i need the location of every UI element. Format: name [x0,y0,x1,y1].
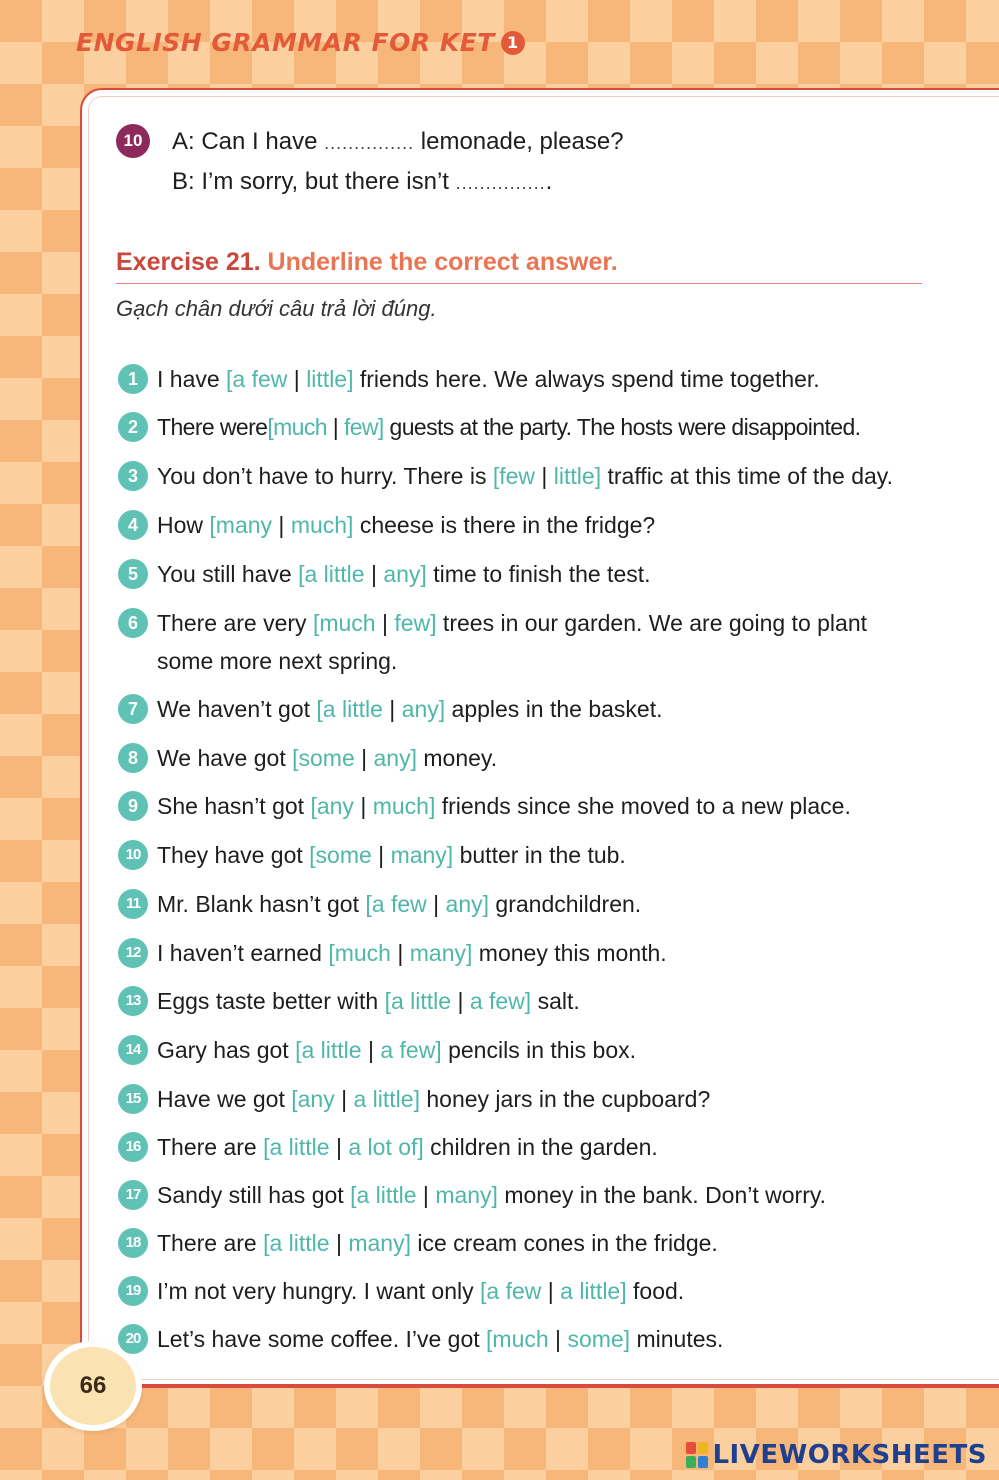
option-first[interactable]: [a little [384,988,452,1014]
question-prefix: Sandy still has got [157,1182,351,1208]
question-prefix: We haven’t got [157,696,317,722]
question-text [157,836,626,874]
question-suffix: food. [626,1278,685,1304]
option-first[interactable]: [a little [316,696,383,722]
option-separator: | [364,561,384,587]
question-prefix: You still have [157,561,299,587]
option-separator: | [541,1278,561,1304]
question-number-badge: 2 [118,412,148,442]
option-separator: | [287,366,307,392]
question-suffix: trees in our garden. We are going to plant [436,610,867,636]
question-prefix: I haven’t earned [157,940,329,966]
question-prefix: There were [157,414,268,440]
question-text [157,1272,684,1310]
previous-item-number: 10 [116,124,150,158]
option-first[interactable]: [a little [263,1230,330,1256]
question-suffix: traffic at this time of the day. [601,463,893,489]
option-first[interactable]: [many [209,512,273,538]
option-first[interactable]: [a few [365,891,427,917]
question-suffix: friends here. We always spend time together. [353,366,820,392]
question-text [157,739,497,777]
question-suffix: honey jars in the cupboard? [419,1086,711,1112]
line-b-text: B: I’m sorry, but there isn’t [172,168,449,195]
question-number-badge: 15 [118,1084,148,1114]
question-prefix: I’m not very hungry. I want only [157,1278,480,1304]
option-separator: | [329,1230,349,1256]
option-first[interactable]: [much [486,1326,549,1352]
line-a-text: A: Can I have [172,128,318,155]
option-separator: | [361,1037,381,1063]
option-first[interactable]: [some [309,842,372,868]
question-suffix: grandchildren. [489,891,642,917]
volume-badge: 1 [501,31,525,55]
option-second[interactable]: any] [445,891,490,917]
exercise-subtitle: Gạch chân dưới câu trả lời đúng. [116,296,437,321]
book-title [76,28,525,57]
option-second[interactable]: many] [409,940,473,966]
option-second[interactable]: any] [383,561,427,587]
question-prefix: Have we got [157,1086,292,1112]
option-separator: | [353,793,373,819]
line-b-end: . [545,168,553,195]
question-number-badge: 3 [118,461,148,491]
option-first[interactable]: [much [312,610,376,636]
question-item [118,1031,636,1069]
question-item [118,1128,658,1166]
question-prefix: She hasn’t got [157,793,311,819]
question-prefix: How [157,512,210,538]
option-separator: | [390,940,410,966]
question-text [157,885,641,923]
exercise-heading [116,248,618,277]
question-suffix: guests at the party. The hosts were disappointed. [383,414,861,440]
question-text [157,506,655,544]
previous-line-b [172,168,552,196]
option-second[interactable]: few] [394,610,437,636]
question-number-badge: 14 [118,1035,148,1065]
option-second[interactable]: any] [401,696,446,722]
question-suffix: apples in the basket. [445,696,663,722]
option-separator: | [416,1182,436,1208]
question-item [118,1320,723,1358]
option-first[interactable]: [much [267,414,327,440]
question-text [157,604,867,680]
option-separator: | [371,842,391,868]
question-item [118,1080,710,1118]
line-a-blank[interactable]: ............... [324,133,415,153]
option-first[interactable]: [a few [226,366,288,392]
question-suffix: salt. [531,988,580,1014]
question-number-badge: 7 [118,694,148,724]
question-prefix: We have got [157,745,293,771]
question-item [118,836,626,874]
question-number-badge: 9 [118,791,148,821]
option-second[interactable]: much] [290,512,354,538]
question-text [157,934,667,972]
question-suffix: minutes. [630,1326,724,1352]
question-suffix: money in the bank. Don’t worry. [497,1182,827,1208]
question-item [118,555,651,593]
heading-rule [116,283,922,284]
question-text [157,360,820,398]
option-second[interactable]: some] [567,1326,631,1352]
question-prefix: You don’t have to hurry. There is [157,463,493,489]
question-number-badge: 4 [118,510,148,540]
question-text [157,457,893,495]
option-second[interactable]: many] [390,842,454,868]
question-prefix: There are [157,1134,264,1160]
option-separator: | [535,463,554,489]
question-text [157,1128,658,1166]
question-prefix: There are very [157,610,313,636]
question-prefix: Let’s have some coffee. I’ve got [157,1326,487,1352]
question-prefix: Eggs taste better with [157,988,385,1014]
question-prefix: Gary has got [157,1037,296,1063]
footer-rule [140,1384,999,1386]
brand-logo [686,1440,987,1470]
question-item [118,457,893,495]
question-suffix: butter in the tub. [453,842,626,868]
line-b-blank[interactable]: ............... [455,173,546,193]
option-separator: | [326,414,344,440]
question-number-badge: 1 [118,364,148,394]
option-second[interactable]: many] [348,1230,411,1256]
question-number-badge: 11 [118,889,148,919]
question-text [157,982,580,1020]
question-text [157,1031,636,1069]
question-number-badge: 20 [118,1324,148,1354]
question-number-badge: 16 [118,1132,148,1162]
question-text [157,787,851,825]
exercise-instruction: Underline the correct answer. [267,248,618,276]
option-separator: | [354,745,374,771]
option-first[interactable]: [much [328,940,391,966]
question-item [118,739,497,777]
option-first[interactable]: [a little [350,1182,417,1208]
option-separator: | [334,1086,354,1112]
option-second[interactable]: little] [306,366,354,392]
page-number: 66 [50,1347,136,1425]
option-second[interactable]: a little] [560,1278,627,1304]
option-second[interactable]: a lot of] [348,1134,424,1160]
exercise-label: Exercise 21. [116,248,261,276]
question-suffix: ice cream cones in the fridge. [411,1230,718,1256]
option-separator: | [272,512,291,538]
question-item [118,1176,826,1214]
option-second[interactable]: much] [372,793,436,819]
question-suffix: friends since she moved to a new place. [435,793,851,819]
option-separator: | [329,1134,349,1160]
option-first[interactable]: [a little [298,561,365,587]
question-text [157,1320,723,1358]
question-text [157,1224,718,1262]
question-suffix: children in the garden. [423,1134,658,1160]
option-second[interactable]: little] [553,463,602,489]
question-prefix: They have got [157,842,310,868]
question-text [157,1176,826,1214]
question-item [118,360,820,398]
question-prefix: I have [157,366,227,392]
question-number-badge: 19 [118,1276,148,1306]
option-first[interactable]: [any [291,1086,335,1112]
option-first[interactable]: [some [292,745,355,771]
question-number-badge: 18 [118,1228,148,1258]
option-first[interactable]: [few [492,463,536,489]
question-item [118,787,851,825]
option-second[interactable]: a little] [353,1086,420,1112]
book-title-text: ENGLISH GRAMMAR FOR KET [76,28,495,57]
brand-text: LIVEWORKSHEETS [712,1440,987,1470]
question-number-badge: 10 [118,840,148,870]
question-item [118,506,655,544]
option-separator: | [426,891,446,917]
option-second[interactable]: any] [373,745,417,771]
question-item [118,1224,718,1262]
option-second[interactable]: a few] [380,1037,442,1063]
question-text [157,690,663,728]
line-a-end: lemonade, please? [420,128,624,155]
option-second[interactable]: a few] [469,988,532,1014]
liveworksheets-icon [686,1442,708,1468]
option-second[interactable]: few] [343,414,384,440]
question-text [157,408,860,446]
question-suffix: time to finish the test. [426,561,651,587]
question-suffix: pencils in this box. [441,1037,637,1063]
question-item [118,934,667,972]
question-item [118,885,641,923]
question-text [157,555,651,593]
option-first[interactable]: [a little [295,1037,362,1063]
option-separator: | [548,1326,568,1352]
option-separator: | [382,696,402,722]
option-separator: | [451,988,470,1014]
question-item [118,408,860,446]
question-suffix: money. [417,745,498,771]
option-first[interactable]: [a little [263,1134,330,1160]
question-suffix: cheese is there in the fridge? [353,512,656,538]
question-item [118,690,663,728]
question-number-badge: 12 [118,938,148,968]
question-item [118,604,867,680]
question-number-badge: 17 [118,1180,148,1210]
question-number-badge: 5 [118,559,148,589]
question-text [157,1080,710,1118]
previous-line-a [172,128,624,156]
option-first[interactable]: [any [310,793,354,819]
question-item [118,982,580,1020]
question-number-badge: 13 [118,986,148,1016]
question-continuation: some more next spring. [157,648,398,674]
option-first[interactable]: [a few [480,1278,542,1304]
option-second[interactable]: many] [435,1182,498,1208]
question-suffix: money this month. [472,940,667,966]
question-item [118,1272,684,1310]
question-number-badge: 8 [118,743,148,773]
question-prefix: Mr. Blank hasn’t got [157,891,366,917]
question-prefix: There are [157,1230,264,1256]
option-separator: | [375,610,395,636]
question-number-badge: 6 [118,608,148,638]
